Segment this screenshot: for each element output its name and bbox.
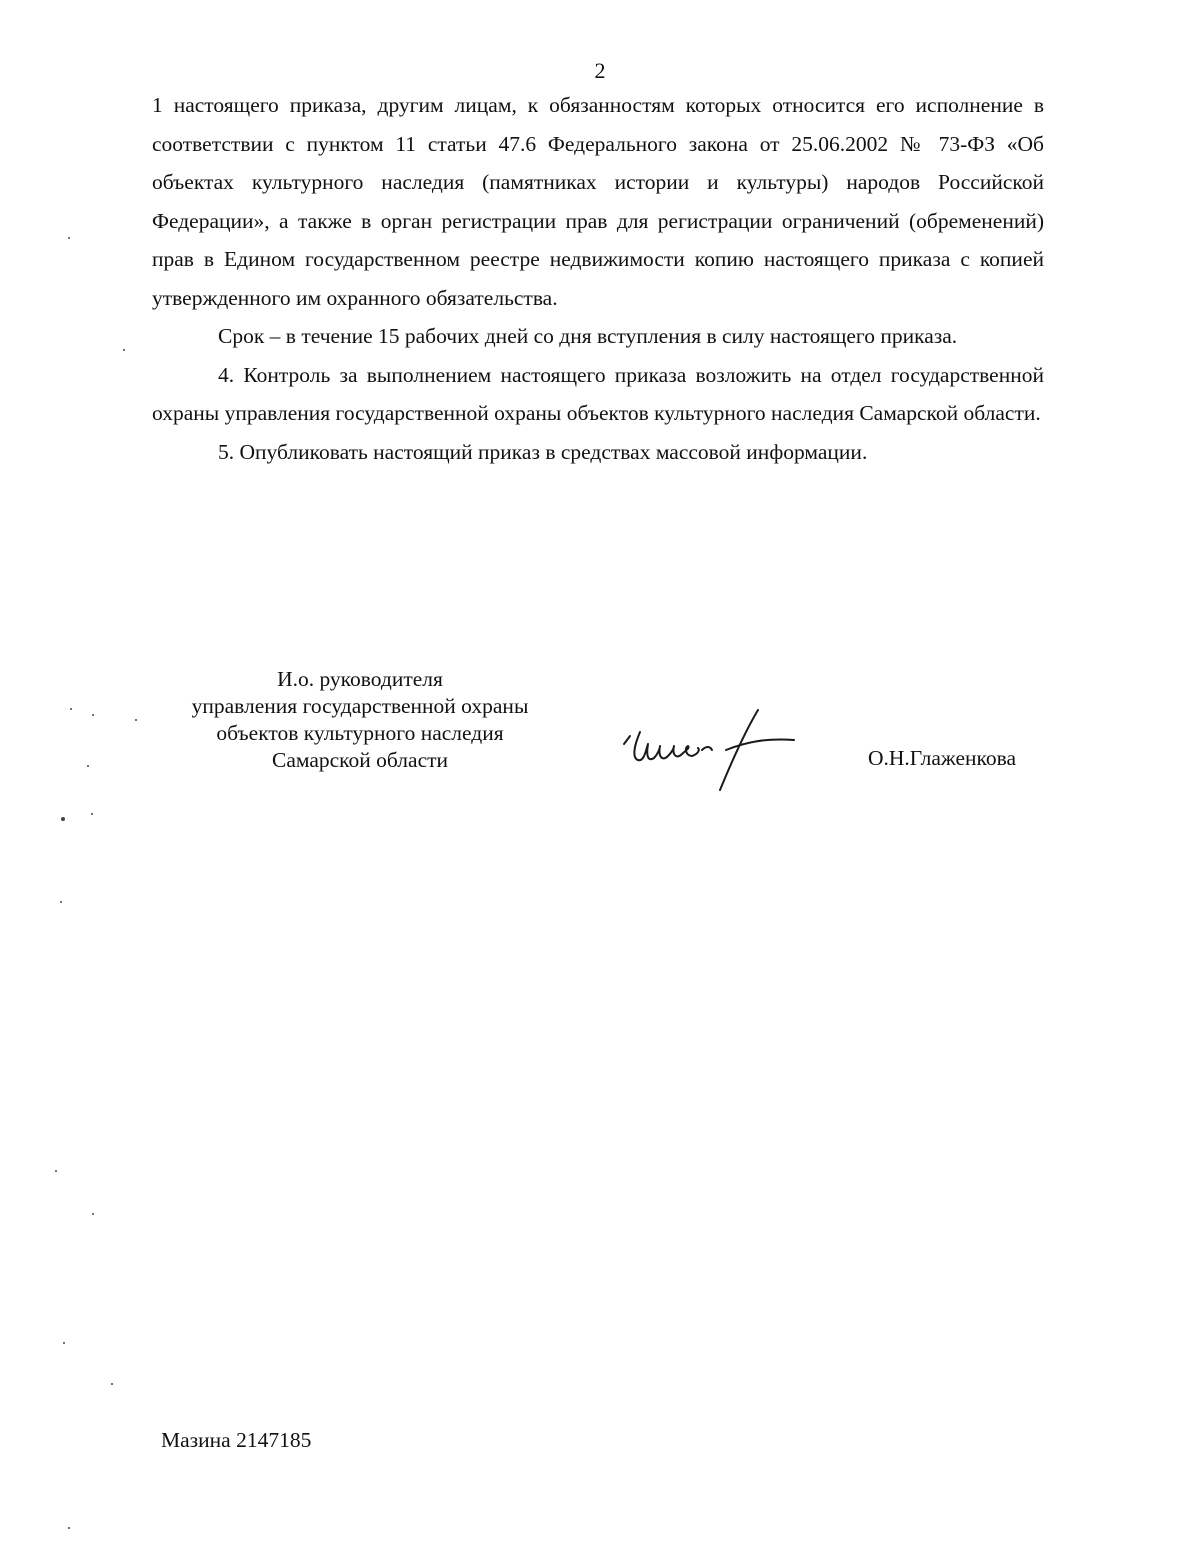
scan-speck <box>135 719 137 721</box>
scan-speck <box>63 1342 65 1344</box>
scan-speck <box>70 708 72 710</box>
scan-speck <box>68 1527 70 1529</box>
handwritten-signature <box>616 706 806 796</box>
paragraph-deadline: Срок – в течение 15 рабочих дней со дня вступления в силу настоящего приказа. <box>218 324 958 348</box>
scan-speck <box>60 901 62 903</box>
scan-speck <box>123 349 125 351</box>
paragraph-item-4: 4. Контроль за выполнением настоящего приказа возложить на отдел государственной охраны управления государственной охраны объектов культурного наследия Самарской области. <box>152 362 1044 425</box>
scan-speck <box>91 813 93 815</box>
paragraph-continuation: 1 настоящего приказа, другим лицам, к обязанностям которых относится его исполнение в соответствии с пунктом 11 статьи 47.6 Федерального закона от 25.06.2002 № 73-ФЗ «Об объектах культурного наследия (памятниках истории и культуры) народов Российской Федерации», а также в орган регистрации прав для регистрации ограничений (обременений) прав в Едином государственном реестре недвижимости копию настоящего приказа с копией утвержденного им охранного обязательства. <box>152 93 1044 310</box>
position-line: управления государственной охраны <box>191 694 529 718</box>
scan-speck <box>87 765 89 767</box>
paragraph-item-5: 5. Опубликовать настоящий приказ в средствах массовой информации. <box>218 439 868 464</box>
scan-speck <box>111 1383 113 1385</box>
position-line: И.о. руководителя <box>277 667 443 691</box>
scan-speck <box>55 1170 57 1172</box>
position-line: объектов культурного наследия <box>216 721 504 745</box>
page-number: 2 <box>594 58 606 83</box>
signatory-name: О.Н.Глаженкова <box>868 746 1017 770</box>
scan-speck <box>92 1213 94 1215</box>
scan-speck <box>61 817 65 821</box>
position-line: Самарской области <box>271 748 449 772</box>
document-body <box>152 86 1044 471</box>
signatory-position <box>160 666 560 774</box>
scan-speck <box>68 237 70 239</box>
scan-speck <box>92 714 94 716</box>
executor-contact: Мазина 2147185 <box>161 1428 312 1452</box>
